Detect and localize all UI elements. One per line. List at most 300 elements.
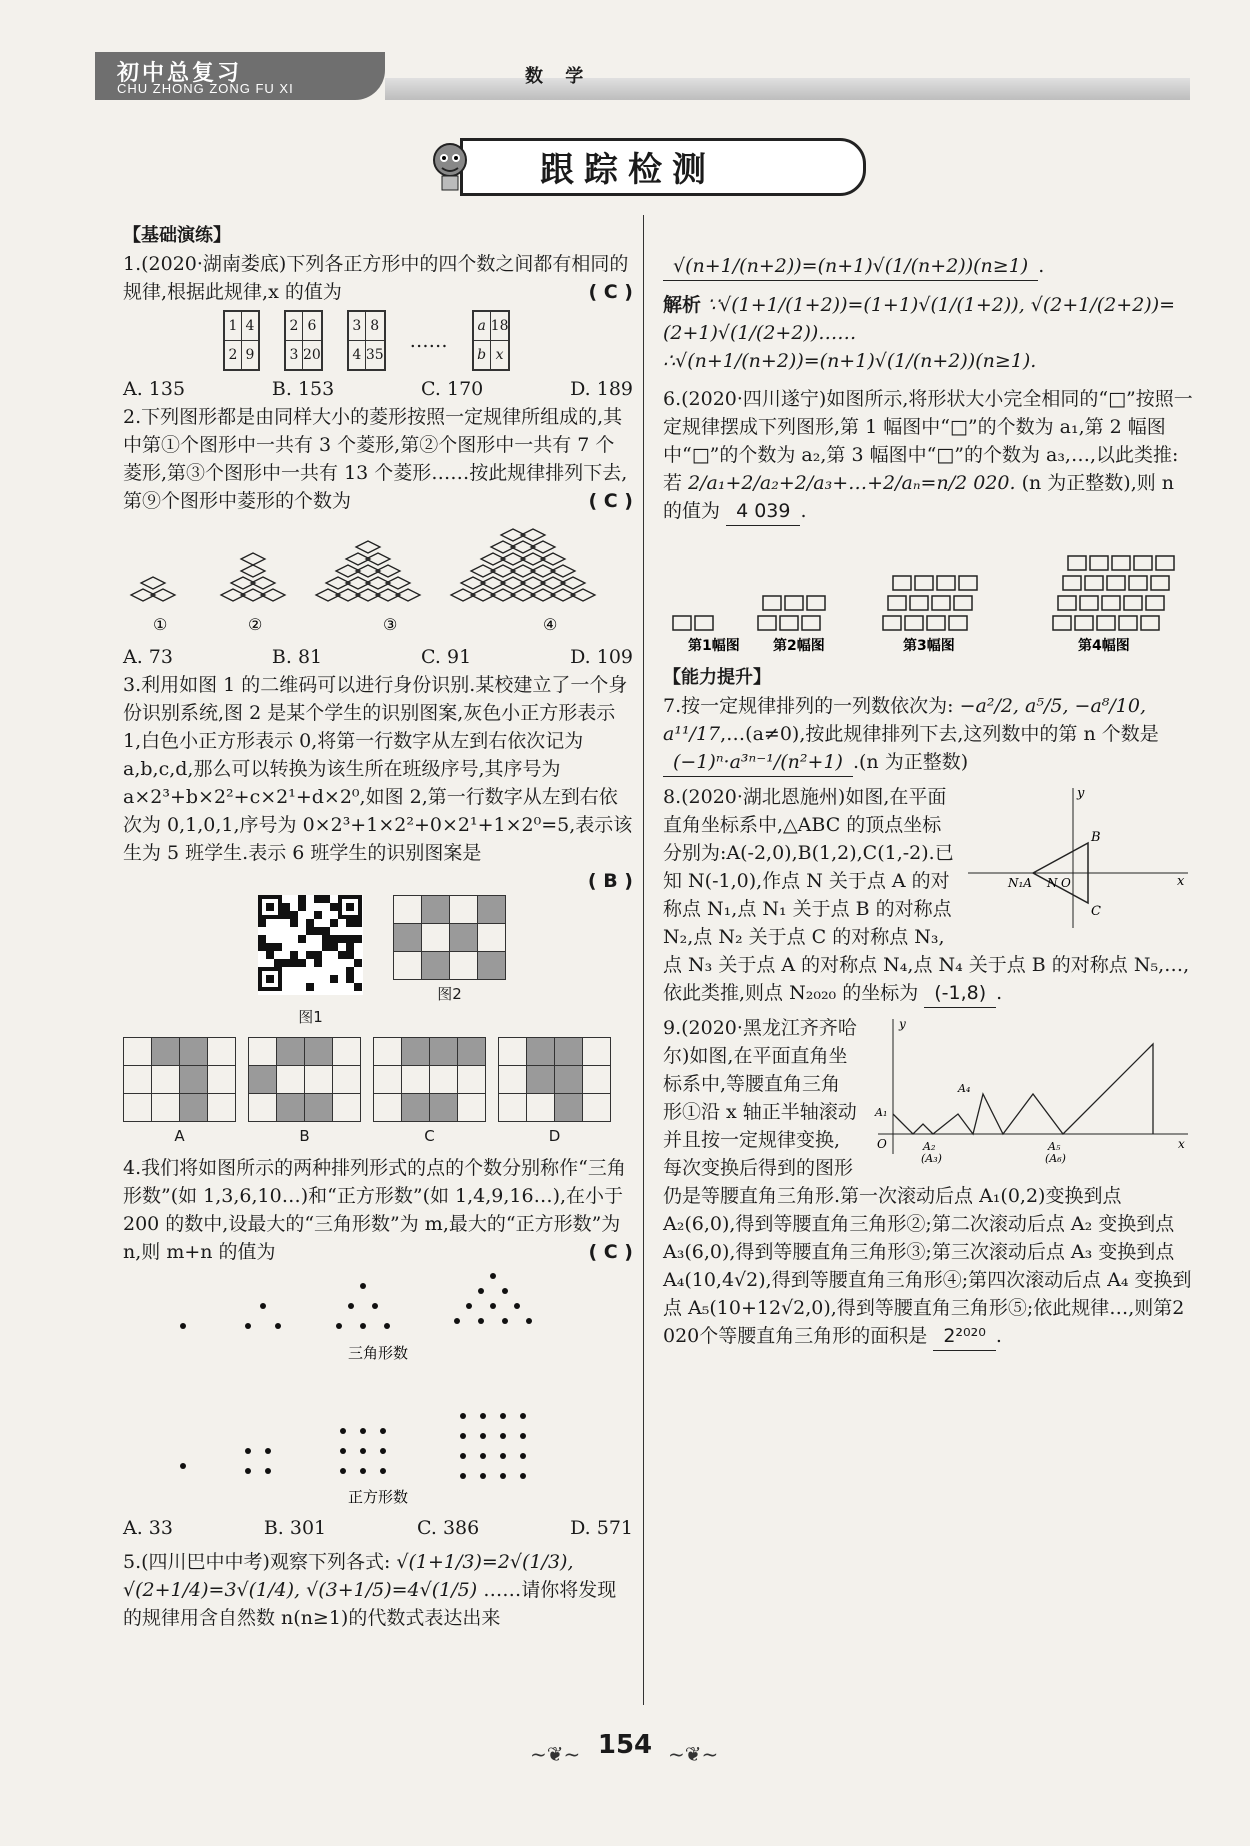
c: [499, 1038, 527, 1066]
qr-module: [282, 911, 290, 919]
series-pinyin: CHU ZHONG ZONG FU XI: [117, 81, 294, 96]
c: [152, 1066, 180, 1094]
dot: [480, 1473, 486, 1479]
qr-module: [346, 967, 354, 975]
square: [949, 616, 967, 630]
square: [915, 576, 933, 590]
dot: [520, 1433, 526, 1439]
cell: 6: [303, 312, 322, 341]
c: [555, 1066, 583, 1094]
q5-formula-1: √(1+1/3)=2√(1/3),: [396, 1551, 574, 1573]
q3-option-b: B: [299, 1127, 310, 1145]
c: [124, 1038, 152, 1066]
qr-module: [322, 943, 330, 951]
svg-text:A₁: A₁: [875, 1106, 888, 1119]
rhombus: [241, 565, 265, 577]
c: [499, 1066, 527, 1094]
series-tab: [95, 52, 385, 100]
q5-analysis-3: ∴√(n+1/(n+2))=(n+1)√(1/(n+2))(n≥1).: [663, 350, 1037, 372]
q2-option-c: C. 91: [421, 646, 472, 668]
square: [1102, 596, 1120, 610]
q4-answer: ( C ): [588, 1241, 633, 1263]
qr-module: [346, 975, 354, 983]
q9-stem: 9.(2020·黑龙江齐齐哈尔)如图,在平面直角坐标系中,等腰直角三角形①沿 x 轴正半轴滚动并且按一定规律变换,每次变换后得到的图形仍是等腰直角三角形.第一次滚动后点 A₁(0,2)变换到点 A₂(6,0),得到等腰直角三角形②;第二次滚动后点 A₂ 变换到点 A₃(6,0),得到等腰直角三角形③;第三次滚动后点 A₃ 变换到点 A₄(10,4√2),得到等腰直角三角形④;第四次滚动后点 A₄ 变换到点 A₅(10+12√2,0),得到等腰直角三角形⑤;依此规律…,则第2 020个等腰直角三角形的面积是: [663, 1017, 1192, 1347]
dot: [520, 1473, 526, 1479]
c: [555, 1038, 583, 1066]
q1-grid-4: [472, 310, 511, 371]
dot: [490, 1273, 496, 1279]
left-column: [123, 222, 633, 1632]
question-4: [123, 1154, 633, 1542]
q1-stem: 1.(2020·湖南娄底)下列各正方形中的四个数之间都有相同的规律,根据此规律,x 的值为: [123, 253, 629, 303]
svg-text:x: x: [1177, 874, 1185, 889]
cell: 18: [490, 312, 509, 341]
q8-stem: 8.(2020·湖北恩施州)如图,在平面直角坐标系中,△ABC 的顶点坐标分别为:A(-2,0),B(1,2),C(1,-2).已知 N(-1,0),作点 N 关于点 A 的对称点 N₁,点 N₁ 关于点 B 的对称点 N₂,点 N₂ 关于点 C 的对称点 N₃,点 N₃ 关于点 A 的对称点 N₄,点 N₄ 关于点 B 的对称点 N₅,…,依此类推,则点 N₂₀₂₀ 的坐标为: [663, 786, 1190, 1004]
q3-option-grids: [123, 1037, 633, 1150]
dot: [520, 1413, 526, 1419]
qr-module: [290, 919, 298, 927]
c: [422, 896, 450, 924]
dot: [360, 1323, 366, 1329]
qr-module: [322, 927, 330, 935]
qr-module: [346, 919, 354, 927]
dot: [360, 1428, 366, 1434]
c: [430, 1066, 458, 1094]
q6-label-2: 第2幅图: [773, 638, 825, 654]
c: [499, 1094, 527, 1122]
q8-answer: (-1,8): [924, 979, 996, 1008]
c: [152, 1094, 180, 1122]
svg-text:A₂: A₂: [923, 1140, 936, 1153]
c: [152, 1038, 180, 1066]
q2-label-4: ④: [543, 615, 558, 634]
q6-label-1: 第1幅图: [688, 638, 740, 654]
q5-analysis-label: 解析: [663, 294, 702, 316]
q6-formula: 2/a₁+2/a₂+2/a₃+…+2/aₙ=n/2 020.: [688, 472, 1016, 494]
dot: [348, 1303, 354, 1309]
square: [1107, 576, 1125, 590]
q2-option-b: B. 81: [271, 646, 323, 668]
c: [208, 1094, 236, 1122]
rhombus: [356, 541, 380, 553]
c: [374, 1066, 402, 1094]
square: [780, 616, 798, 630]
q9-answer: 2²⁰²⁰: [933, 1322, 996, 1351]
q3-stem: 3.利用如图 1 的二维码可以进行身份识别.某校建立了一个身份识别系统,图 2 是某个学生的识别图案,灰色小正方形表示 1,白色小正方形表示 0,将第一行数字从左到右依次记为 a,b,c,d,那么可以转换为该生所在班级序号,其序号为 a×2³+b×2²+c×2¹+d×2⁰,如图 2,第一行数字从左到右依次为 0,1,0,1,序号为 0×2³+1×2²+0×2¹+1×2⁰=5,表示该生为 5 班学生.表示 6 班学生的识别图案是: [123, 674, 633, 864]
dot: [454, 1318, 460, 1324]
c: [305, 1038, 333, 1066]
c: [450, 924, 478, 952]
c: [430, 1038, 458, 1066]
cell: 3: [286, 341, 303, 370]
square: [807, 596, 825, 610]
rhombus: [141, 577, 165, 589]
fig2-grid: [393, 895, 506, 980]
q6-square-figures: [663, 526, 1193, 656]
qr-module: [290, 951, 298, 959]
q2-option-a: A. 73: [123, 646, 173, 668]
square: [1156, 556, 1174, 570]
q4-option-a: A. 33: [123, 1517, 173, 1539]
cell: 8: [365, 312, 384, 341]
c: [422, 924, 450, 952]
dot: [380, 1428, 386, 1434]
c: [208, 1038, 236, 1066]
dot: [478, 1288, 484, 1294]
c: [583, 1038, 611, 1066]
q7-stem: 7.按一定规律排列的一列数依次为:: [663, 695, 954, 717]
c: [458, 1066, 486, 1094]
qr-module: [290, 959, 298, 967]
q5-analysis-1: ∵√(1+1/(1+2))=(1+1)√(1/(1+2)), √(2+1/(2+2))=: [707, 294, 1176, 316]
q7-answer: (−1)ⁿ·a³ⁿ⁻¹/(n²+1): [663, 748, 853, 777]
c: [450, 896, 478, 924]
qr-module: [354, 983, 362, 991]
c: [374, 1094, 402, 1122]
dot: [526, 1318, 532, 1324]
svg-text:N₁A: N₁A: [1008, 876, 1032, 890]
square: [1068, 556, 1086, 570]
c: [180, 1038, 208, 1066]
dot: [466, 1303, 472, 1309]
qr-module: [330, 975, 338, 983]
q3-option-a: A: [174, 1127, 185, 1145]
rhombus: [241, 553, 265, 565]
q3-grid-a: [123, 1037, 236, 1122]
dot: [336, 1323, 342, 1329]
q6-label-4: 第4幅图: [1078, 638, 1130, 654]
c: [478, 924, 506, 952]
dot: [180, 1323, 186, 1329]
square: [959, 576, 977, 590]
q5-answer: √(n+1/(n+2))=(n+1)√(1/(n+2))(n≥1): [663, 252, 1038, 281]
svg-text:x: x: [1178, 1137, 1185, 1151]
dot: [340, 1428, 346, 1434]
c: [478, 896, 506, 924]
q2-option-d: D. 109: [570, 646, 633, 668]
c: [305, 1066, 333, 1094]
square: [1112, 556, 1130, 570]
qr-module: [258, 943, 266, 951]
dot: [360, 1283, 366, 1289]
qr-module: [314, 951, 322, 959]
square: [763, 596, 781, 610]
square: [1058, 596, 1076, 610]
c: [249, 1094, 277, 1122]
c: [422, 952, 450, 980]
qr-finder: [266, 975, 274, 983]
qr-module: [298, 903, 306, 911]
question-2: [123, 403, 633, 671]
qr-finder: [266, 903, 274, 911]
c: [394, 952, 422, 980]
qr-module: [330, 919, 338, 927]
c: [208, 1066, 236, 1094]
svg-text:A₄: A₄: [958, 1082, 971, 1095]
cell: a: [473, 312, 490, 341]
q5-formula-2: √(2+1/4)=3√(1/4), √(3+1/5)=4√(1/5): [123, 1579, 478, 1601]
question-5: [123, 1548, 633, 1632]
column-divider: [643, 215, 644, 1705]
qr-module: [306, 951, 314, 959]
dot: [372, 1303, 378, 1309]
dot: [260, 1303, 266, 1309]
page-number: 154: [597, 1730, 653, 1760]
q1-option-b: B. 153: [271, 378, 335, 400]
svg-text:C: C: [1091, 904, 1101, 919]
c: [402, 1038, 430, 1066]
square: [1134, 556, 1152, 570]
qr-module: [346, 951, 354, 959]
square: [932, 596, 950, 610]
cell: 20: [303, 341, 322, 370]
c: [402, 1066, 430, 1094]
square: [758, 616, 776, 630]
q6-label-3: 第3幅图: [903, 638, 955, 654]
dot: [340, 1468, 346, 1474]
c: [249, 1066, 277, 1094]
q2-label-1: ①: [153, 615, 168, 634]
qr-module: [314, 927, 322, 935]
q1-grid-1: [223, 310, 260, 371]
c: [527, 1094, 555, 1122]
dot: [490, 1303, 496, 1309]
q3-grid-d: [498, 1037, 611, 1122]
square: [893, 576, 911, 590]
square: [785, 596, 803, 610]
dot: [460, 1473, 466, 1479]
question-9: x y O A₁ A₄ A₂ (A₃) A₅ (A₆) 9.(2020·黑龙江齐齐哈尔)如图,在平面直角坐标系中,等腰直角三角形①沿 x 轴正半轴滚动并且按一定规律变换,每次变换后得到的图形仍是等腰直角三角形.第一次滚动后点 A₁(0,2)变换到点 A₂(6,0),得到等腰直角三角形②;第二次滚动后点 A₂ 变换到点 A₃(6,0),得到等腰直角三角形③;第三次滚动后点 A₃ 变换到点 A₄(10,4√2),得到等腰直角三角形④;第四次滚动后点 A₄ 变换到点 A₅(10+12√2,0),得到等腰直角三角形⑤;依此规律…,则第2 020个等腰直角三角形的面积是 2²⁰²⁰ .: [663, 1014, 1193, 1351]
qr-module: [274, 943, 282, 951]
dot: [384, 1323, 390, 1329]
square: [1124, 596, 1142, 610]
c: [180, 1066, 208, 1094]
qr-module: [314, 959, 322, 967]
dot: [520, 1453, 526, 1459]
q8-coordinate-figure: [963, 783, 1193, 933]
c: [394, 924, 422, 952]
q7-stem-b: ,…(a≠0),按此规律排列下去,这列数中的第 n 个数是: [720, 723, 1159, 745]
square: [1053, 616, 1071, 630]
qr-module: [306, 927, 314, 935]
dot: [245, 1468, 251, 1474]
c: [277, 1094, 305, 1122]
section-advanced: 【能力提升】: [663, 667, 771, 688]
dot: [360, 1448, 366, 1454]
square: [673, 616, 691, 630]
qr-module: [258, 935, 266, 943]
tri-caption: 三角形数: [348, 1344, 409, 1362]
fig1-caption: 图1: [298, 1008, 323, 1026]
c: [277, 1038, 305, 1066]
dot: [380, 1468, 386, 1474]
cell: 4: [242, 312, 259, 341]
q1-grid-3: [347, 310, 386, 371]
cell: x: [490, 341, 509, 370]
qr-module: [330, 935, 338, 943]
dot: [502, 1318, 508, 1324]
cell: 1: [225, 312, 242, 341]
c: [458, 1038, 486, 1066]
square: [1080, 596, 1098, 610]
q1-grid-2: [284, 310, 323, 371]
square: [695, 616, 713, 630]
c: [333, 1094, 361, 1122]
square: [1097, 616, 1115, 630]
dot: [480, 1453, 486, 1459]
qr-module: [274, 959, 282, 967]
svg-text:B: B: [1091, 830, 1101, 845]
question-8: x y B C N₁A N O 8.(2020·湖北恩施州)如图,在平面直角坐标系中,△ABC 的顶点坐标分别为:A(-2,0),B(1,2),C(1,-2).已知 N(-1,0),作点 N 关于点 A 的对称点 N₁,点 N₁ 关于点 B 的对称点 N₂,点 N₂ 关于点 C 的对称点 N₃,点 N₃ 关于点 A 的对称点 N₄,点 N₄ 关于点 B 的对称点 N₅,…,依此类推,则点 N₂₀₂₀ 的坐标为 (-1,8) .: [663, 783, 1193, 1008]
square: [1063, 576, 1081, 590]
cell: 35: [365, 341, 384, 370]
title-text: 跟踪检测: [540, 150, 716, 190]
dot: [460, 1453, 466, 1459]
q2-answer: ( C ): [588, 490, 633, 512]
c: [527, 1038, 555, 1066]
q3-answer: ( B ): [587, 870, 633, 892]
question-7: 7.按一定规律排列的一列数依次为: −a²/2, a⁵/5, −a⁸/10, a¹¹/17,…(a≠0),按此规律排列下去,这列数中的第 n 个数是 (−1)ⁿ·a³ⁿ⁻¹/(n²+1) .(n 为正整数): [663, 692, 1193, 777]
qr-module: [258, 919, 266, 927]
qr-module: [282, 959, 290, 967]
dot: [265, 1448, 271, 1454]
dot: [480, 1433, 486, 1439]
q4-options: [123, 1514, 633, 1542]
c: [277, 1066, 305, 1094]
q3-grid-c: [373, 1037, 486, 1122]
cell: 2: [286, 312, 303, 341]
c: [249, 1038, 277, 1066]
header-bar: [385, 78, 1190, 100]
q9-rolling-triangle-figure: [863, 1014, 1193, 1164]
qr-module: [298, 959, 306, 967]
q1-options: [123, 375, 633, 403]
c: [333, 1066, 361, 1094]
square: [1151, 576, 1169, 590]
q4-dot-figures: [123, 1266, 633, 1506]
q1-answer: ( C ): [588, 281, 633, 303]
svg-text:y: y: [899, 1017, 906, 1031]
square: [1141, 616, 1159, 630]
q4-option-d: D. 571: [570, 1517, 633, 1539]
square: [1090, 556, 1108, 570]
question-6: 6.(2020·四川遂宁)如图所示,将形状大小完全相同的“□”按照一定规律摆成下列图形,第 1 幅图中“□”的个数为 a₁,第 2 幅图中“□”的个数为 a₂,第 3 幅图中“□”的个数为 a₃,…,以此类推:若 2/a₁+2/a₂+2/a₃+…+2/aₙ=n/2 020. (n 为正整数),则 n 的值为 4 039 . 第1幅图 第2幅图 第3幅图 第4幅图: [663, 388, 1193, 654]
square: [1146, 596, 1164, 610]
c: [458, 1094, 486, 1122]
square: [937, 576, 955, 590]
q1-option-d: D. 189: [570, 378, 633, 400]
square: [1119, 616, 1137, 630]
qr-module: [322, 895, 330, 903]
q2-rhombus-figures: [123, 515, 633, 635]
dot: [478, 1318, 484, 1324]
dot: [480, 1413, 486, 1419]
mascot-icon: [420, 136, 480, 196]
cell: 3: [348, 312, 365, 341]
qr-module: [266, 943, 274, 951]
q4-stem: 4.我们将如图所示的两种排列形式的点的个数分别称作“三角形数”(如 1,3,6,10…)和“正方形数”(如 1,4,9,16…),在小于 200 的数中,设最大的“三角形数”为 m,最大的“正方形数”为 n,则 m+n 的值为: [123, 1157, 626, 1263]
qr-module: [290, 911, 298, 919]
svg-text:(A₃): (A₃): [921, 1152, 942, 1164]
svg-text:A₅: A₅: [1048, 1140, 1061, 1153]
svg-text:O: O: [1061, 876, 1071, 890]
qr-module: [298, 935, 306, 943]
c: [394, 896, 422, 924]
question-3: [123, 671, 633, 1150]
subject-label: 数 学: [525, 66, 592, 87]
square: [910, 596, 928, 610]
q6-stem: 6.(2020·四川遂宁)如图所示,将形状大小完全相同的“□”按照一定规律摆成下列图形,第 1 幅图中“□”的个数为 a₁,第 2 幅图中“□”的个数为 a₂,第 3 幅图中“□”的个数为 a₃,…,以此类推:若: [663, 388, 1193, 494]
square: [1129, 576, 1147, 590]
square: [883, 616, 901, 630]
cell: 9: [242, 341, 259, 370]
qr-module: [330, 943, 338, 951]
c: [374, 1038, 402, 1066]
cell: 4: [348, 341, 365, 370]
dot: [245, 1448, 251, 1454]
q4-option-c: C. 386: [417, 1517, 480, 1539]
series-title: 初中总复习: [117, 61, 243, 86]
qr-module: [338, 935, 346, 943]
dot: [460, 1433, 466, 1439]
qr-module: [346, 943, 354, 951]
q4-option-b: B. 301: [263, 1517, 327, 1539]
dot: [265, 1468, 271, 1474]
square: [1075, 616, 1093, 630]
dot: [502, 1288, 508, 1294]
q1-grids: [223, 310, 633, 371]
c: [124, 1094, 152, 1122]
right-column: √(n+1/(n+2))=(n+1)√(1/(n+2))(n≥1) . 解析 ∵√(1+1/(1+2))=(1+1)√(1/(1+2)), √(2+1/(2+2))= (2+1)√(1/(2+2))…… ∴√(n+1/(n+2))=(n+1)√(1/(n+2))(n≥1). 6.(2020·四川遂宁)如图所示,将形状大小完全相同的“□”按照一定规律摆成下列图形,第 1 幅图中“□”的个数为 a₁,第 2 幅图中“□”的个数为 a₂,第 3 幅图中“□”的个数为 a₃,…,以此类推:若 2/a₁+2/a₂+2/a₃+…+2/aₙ=n/2 020. (n 为正整数),则 n 的值为 4 039 . 第1幅图 第2幅图 第3幅图 第4幅图 【能力提升】 7.按一定规律排列的一列数依次为: −a²/2, a⁵/5, −a⁸/10, a¹¹/17,…(a≠0),按此规律排列下去,这列数中的第 n 个数是 (−1)ⁿ·a³ⁿ⁻¹/(n²+1) .(n 为正整数) x y B C N₁A N O 8.(2020·湖北恩施州)如图,在平面直角坐标系中,△ABC 的顶点坐标分别为:A(-2,0),B(1,2),C(1,-2).已知 N(-1,0),作点 N 关于点 A 的对称点 N₁,点 N₁ 关于点 B 的对称点 N₂,点 N₂ 关于点 C 的对称点 N₃,点 N₃ 关于点 A 的对称点 N₄,点 N₄ 关于点 B 的对称点 N₅,…,依此类推,则点 N₂₀₂₀ 的坐标为 (-1,8) . x y O A₁ A₄ A₂ (A₃) A₅ (A₆) 9.(2020·黑龙江齐齐哈尔)如图,在平面直角坐标系中,等腰直角三角形①沿 x 轴正半轴滚动并且按一定规律变换,每次变换后得到的图形仍是等腰直角三角形.第一次滚动后点 A₁(0,2)变换到点 A₂(6,0),得到等腰直角三角形②;第二次滚动后点 A₂ 变换到点 A₃(6,0),得到等腰直角三角形③;第三次滚动后点 A₃ 变换到点 A₄(10,4√2),得到等腰直角三角形④;第四次滚动后点 A₄ 变换到点 A₅(10+12√2,0),得到等腰直角三角形⑤;依此规律…,则第2 020个等腰直角三角形的面积是 2²⁰²⁰ .: [663, 222, 1193, 1351]
q2-label-2: ②: [248, 615, 263, 634]
section-basic: 【基础演练】: [123, 225, 231, 246]
qr-module: [306, 919, 314, 927]
q1-option-a: A. 135: [123, 378, 186, 400]
fig2-caption: 图2: [437, 985, 462, 1003]
dot: [460, 1413, 466, 1419]
question-1: [123, 250, 633, 403]
square: [888, 596, 906, 610]
square: [927, 616, 945, 630]
qr-module: [354, 959, 362, 967]
dot: [380, 1448, 386, 1454]
q6-answer: 4 039: [726, 497, 800, 526]
qr-module: [354, 919, 362, 927]
sq-caption: 正方形数: [348, 1488, 409, 1506]
q1-dots: ……: [409, 329, 448, 352]
qr-finder: [346, 903, 354, 911]
qr-module: [322, 935, 330, 943]
q2-options: [123, 643, 633, 671]
dot: [500, 1473, 506, 1479]
dot: [514, 1303, 520, 1309]
dot: [500, 1433, 506, 1439]
dot: [500, 1413, 506, 1419]
q5-stem-b: ……请你将发现的规律用含自然数 n(n≥1)的代数式表达出来: [123, 1579, 617, 1629]
c: [478, 952, 506, 980]
section-title: [420, 136, 870, 192]
q2-stem: 2.下列图形都是由同样大小的菱形按照一定规律所组成的,其中第①个图形中一共有 3 个菱形,第②个图形中一共有 7 个菱形,第③个图形中一共有 13 个菱形……按此规律排列下去,第⑨个图形中菱形的个数为: [123, 406, 628, 512]
svg-text:y: y: [1077, 786, 1085, 801]
qr-module: [282, 903, 290, 911]
square: [1085, 576, 1103, 590]
c: [402, 1094, 430, 1122]
dot: [340, 1448, 346, 1454]
q3-figures: [258, 895, 633, 1031]
square: [954, 596, 972, 610]
c: [527, 1066, 555, 1094]
q1-option-c: C. 170: [421, 378, 484, 400]
